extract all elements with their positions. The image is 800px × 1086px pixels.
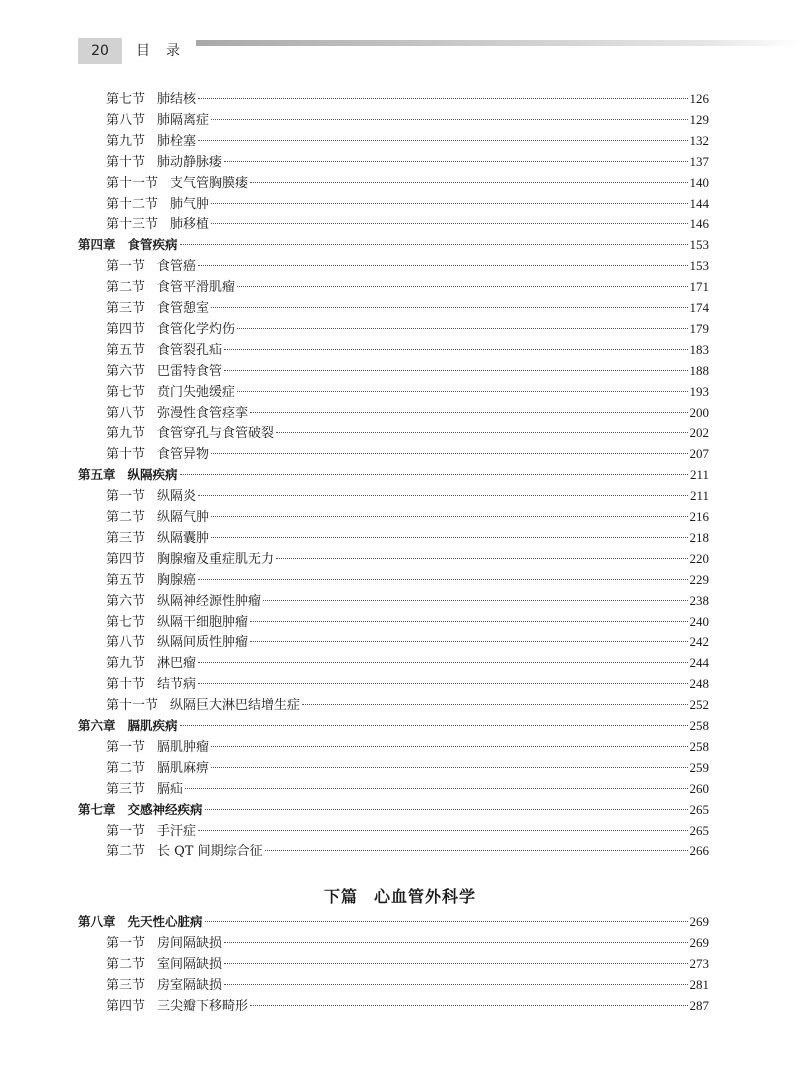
dot-leader — [205, 921, 688, 922]
entry-title: 膈肌麻痹 — [157, 760, 210, 776]
entry-number: 第七节 — [106, 384, 146, 400]
dot-leader — [237, 391, 687, 392]
toc-section-entry[interactable] — [106, 299, 709, 317]
entry-title: 结节病 — [157, 677, 197, 693]
entry-page-number: 265 — [689, 822, 709, 838]
entry-page-number: 179 — [689, 320, 709, 336]
toc-section-entry[interactable] — [106, 842, 709, 860]
dot-leader — [198, 98, 687, 99]
entry-page-number: 269 — [689, 934, 709, 950]
toc-section-entry[interactable] — [106, 383, 709, 401]
dot-leader — [211, 516, 687, 517]
entry-number: 第二节 — [106, 956, 146, 972]
part-label: 下篇 — [323, 887, 358, 906]
entry-title: 食管憩室 — [157, 301, 210, 316]
entry-page-number: 211 — [689, 467, 709, 483]
entry-title: 肺隔离症 — [157, 112, 210, 128]
entry-number: 第一节 — [106, 739, 146, 755]
entry-number: 第五节 — [106, 342, 146, 358]
toc-section-entry[interactable] — [106, 90, 709, 108]
entry-number: 第七章 — [78, 801, 116, 817]
entry-page-number: 207 — [689, 446, 709, 462]
entry-title: 纵隔干细胞肿瘤 — [157, 614, 249, 630]
dot-leader — [224, 370, 687, 371]
entry-title: 纵隔间质性肿瘤 — [157, 635, 249, 651]
entry-title: 食管疾病 — [127, 237, 178, 253]
toc-section-entry[interactable] — [106, 508, 709, 526]
entry-title: 房间隔缺损 — [157, 935, 223, 951]
dot-leader — [224, 942, 687, 943]
toc-section-entry[interactable] — [106, 257, 709, 275]
dot-leader — [198, 140, 687, 141]
entry-number: 第十一节 — [106, 175, 159, 191]
entry-page-number: 126 — [689, 91, 709, 106]
entry-page-number: 266 — [689, 843, 709, 859]
entry-number: 第一节 — [106, 259, 146, 275]
header-rule — [196, 40, 800, 46]
entry-number: 第二节 — [106, 510, 146, 525]
toc-section-entry[interactable] — [106, 278, 709, 296]
entry-title: 食管穿孔与食管破裂 — [157, 426, 275, 442]
part-title: 心血管外科学 — [374, 887, 477, 906]
toc-section-entry[interactable] — [106, 445, 709, 463]
entry-title: 淋巴瘤 — [157, 656, 197, 672]
dot-leader — [224, 963, 687, 964]
dot-leader — [211, 537, 687, 538]
toc-section-entry[interactable] — [106, 424, 709, 442]
entry-number: 第九节 — [106, 133, 146, 149]
dot-leader — [211, 223, 687, 224]
entry-title: 先天性心脏病 — [127, 914, 203, 929]
entry-title: 胸腺瘤及重症肌无力 — [157, 551, 275, 567]
entry-number: 第一节 — [106, 935, 146, 951]
entry-page-number: 265 — [689, 801, 709, 817]
entry-page-number: 200 — [689, 404, 709, 420]
dot-leader — [302, 704, 687, 705]
toc-section-entry[interactable] — [106, 633, 709, 651]
dot-leader — [211, 203, 687, 204]
toc-chapter-entry[interactable] — [78, 466, 709, 484]
entry-page-number: 273 — [689, 955, 709, 971]
entry-title: 长 QT 间期综合征 — [157, 844, 263, 860]
entry-number: 第三节 — [106, 781, 146, 797]
toc-section-entry[interactable] — [106, 934, 709, 952]
entry-number: 第九节 — [106, 426, 146, 442]
entry-page-number: 129 — [689, 111, 709, 127]
dot-leader — [185, 788, 687, 789]
entry-title: 食管癌 — [157, 259, 197, 275]
entry-title: 手汗症 — [157, 823, 197, 839]
entry-number: 第十节 — [106, 447, 146, 463]
entry-number: 第二节 — [106, 280, 146, 296]
entry-page-number: 220 — [689, 550, 709, 566]
entry-page-number: 269 — [689, 914, 709, 929]
entry-page-number: 211 — [689, 488, 709, 504]
dot-leader — [205, 809, 688, 810]
entry-page-number: 248 — [689, 676, 709, 692]
dot-leader — [250, 641, 687, 642]
toc-section-entry[interactable] — [106, 215, 709, 233]
part-heading — [0, 884, 800, 907]
entry-number: 第九节 — [106, 656, 146, 672]
toc-section-entry[interactable] — [106, 759, 709, 777]
entry-page-number: 258 — [689, 738, 709, 754]
entry-number: 第一节 — [106, 823, 146, 839]
entry-number: 第六节 — [106, 363, 146, 379]
dot-leader — [180, 474, 688, 475]
toc-section-entry[interactable] — [106, 550, 709, 568]
entry-page-number: 171 — [689, 279, 709, 295]
entry-page-number: 258 — [689, 718, 709, 733]
dot-leader — [211, 119, 687, 120]
entry-title: 纵隔囊肿 — [157, 530, 210, 546]
toc-section-entry[interactable] — [106, 822, 709, 840]
entry-number: 第十一节 — [106, 698, 159, 714]
entry-page-number: 216 — [689, 509, 709, 524]
dot-leader — [250, 621, 687, 622]
toc-section-entry[interactable] — [106, 487, 709, 505]
dot-leader — [276, 432, 687, 433]
entry-title: 肺移植 — [170, 217, 210, 233]
entry-page-number: 238 — [689, 592, 709, 608]
entry-number: 第四节 — [106, 321, 146, 337]
entry-title: 贲门失弛缓症 — [157, 384, 236, 400]
toc-section-entry[interactable] — [106, 696, 709, 714]
entry-page-number: 183 — [689, 341, 709, 357]
toc-section-entry[interactable] — [106, 976, 709, 994]
entry-number: 第五节 — [106, 572, 146, 588]
entry-title: 肺结核 — [157, 92, 197, 107]
entry-title: 食管异物 — [157, 447, 210, 463]
toc-section-entry[interactable] — [106, 592, 709, 610]
page-number: 20 — [78, 38, 122, 64]
dot-leader — [198, 683, 687, 684]
dot-leader — [198, 830, 687, 831]
entry-title: 三尖瓣下移畸形 — [157, 998, 249, 1014]
toc-section-entry[interactable] — [106, 111, 709, 129]
entry-page-number: 287 — [689, 997, 709, 1013]
entry-page-number: 153 — [689, 258, 709, 274]
entry-page-number: 153 — [689, 237, 709, 253]
entry-number: 第五章 — [78, 467, 116, 483]
toc-chapter-entry[interactable] — [78, 236, 709, 254]
header-title: 目录 — [136, 43, 196, 59]
dot-leader — [265, 850, 688, 851]
toc-section-entry[interactable] — [106, 404, 709, 422]
entry-title: 纵隔炎 — [157, 489, 197, 505]
entry-title: 膈疝 — [157, 781, 184, 797]
entry-title: 胸腺癌 — [157, 572, 197, 588]
entry-title: 纵隔神经源性肿瘤 — [157, 593, 262, 609]
dot-leader — [250, 182, 687, 183]
entry-page-number: 259 — [689, 759, 709, 775]
toc-chapter-entry[interactable] — [78, 913, 709, 931]
entry-title: 肺气肿 — [170, 196, 210, 212]
dot-leader — [250, 1005, 687, 1006]
toc-section-entry[interactable] — [106, 341, 709, 359]
entry-title: 室间隔缺损 — [157, 956, 223, 972]
entry-page-number: 252 — [689, 697, 709, 713]
entry-number: 第十三节 — [106, 217, 159, 233]
entry-page-number: 193 — [689, 383, 709, 399]
entry-page-number: 244 — [689, 655, 709, 671]
entry-page-number: 242 — [689, 634, 709, 650]
entry-number: 第二节 — [106, 844, 146, 860]
entry-title: 肺动静脉瘘 — [157, 154, 223, 170]
entry-title: 食管平滑肌瘤 — [157, 280, 236, 296]
toc-section-entry[interactable] — [106, 195, 709, 213]
entry-page-number: 174 — [689, 300, 709, 315]
dot-leader — [198, 265, 687, 266]
toc-chapter-entry[interactable] — [78, 717, 709, 735]
entry-page-number: 260 — [689, 780, 709, 796]
entry-page-number: 137 — [689, 153, 709, 169]
toc-section-entry[interactable] — [106, 529, 709, 547]
entry-page-number: 240 — [689, 613, 709, 629]
toc-section-entry[interactable] — [106, 738, 709, 756]
entry-page-number: 229 — [689, 571, 709, 587]
entry-number: 第三节 — [106, 530, 146, 546]
entry-number: 第一节 — [106, 489, 146, 505]
entry-number: 第十节 — [106, 677, 146, 693]
entry-title: 食管化学灼伤 — [157, 321, 236, 337]
entry-number: 第六节 — [106, 593, 146, 609]
dot-leader — [237, 286, 687, 287]
toc-section-entry[interactable] — [106, 362, 709, 380]
entry-number: 第二节 — [106, 760, 146, 776]
entry-title: 膈肌肿瘤 — [157, 739, 210, 755]
dot-leader — [180, 725, 688, 726]
entry-title: 支气管胸膜瘘 — [170, 175, 249, 191]
dot-leader — [263, 600, 687, 601]
entry-title: 房室隔缺损 — [157, 977, 223, 993]
entry-title: 纵隔疾病 — [127, 467, 178, 483]
entry-page-number: 132 — [689, 132, 709, 148]
dot-leader — [211, 746, 687, 747]
entry-title: 纵隔气肿 — [157, 510, 210, 525]
dot-leader — [224, 984, 687, 985]
dot-leader — [211, 307, 687, 308]
entry-number: 第七节 — [106, 92, 146, 107]
toc-chapter-entry[interactable] — [78, 801, 709, 819]
entry-number: 第十二节 — [106, 196, 159, 212]
toc-section-entry[interactable] — [106, 654, 709, 672]
entry-number: 第七节 — [106, 614, 146, 630]
dot-leader — [211, 767, 687, 768]
entry-page-number: 281 — [689, 976, 709, 992]
entry-number: 第八节 — [106, 405, 146, 421]
dot-leader — [224, 349, 687, 350]
entry-number: 第三节 — [106, 301, 146, 316]
dot-leader — [198, 495, 688, 496]
toc-section-entry[interactable] — [106, 675, 709, 693]
toc-section-entry[interactable] — [106, 780, 709, 798]
dot-leader — [224, 161, 687, 162]
entry-number: 第八节 — [106, 635, 146, 651]
entry-title: 弥漫性食管痉挛 — [157, 405, 249, 421]
entry-number: 第六章 — [78, 718, 116, 733]
entry-number: 第四节 — [106, 551, 146, 567]
toc-section-entry[interactable] — [106, 997, 709, 1015]
toc-section-entry[interactable] — [106, 132, 709, 150]
entry-title: 巴雷特食管 — [157, 363, 223, 379]
entry-title: 食管裂孔疝 — [157, 342, 223, 358]
page-header — [78, 36, 800, 66]
toc-section-entry[interactable] — [106, 613, 709, 631]
entry-number: 第十节 — [106, 154, 146, 170]
toc-section-entry[interactable] — [106, 955, 709, 973]
entry-number: 第八节 — [106, 112, 146, 128]
entry-title: 膈肌疾病 — [127, 718, 178, 733]
entry-page-number: 188 — [689, 362, 709, 378]
toc-section-entry[interactable] — [106, 571, 709, 589]
entry-number: 第四节 — [106, 998, 146, 1014]
dot-leader — [198, 662, 687, 663]
entry-page-number: 202 — [689, 425, 709, 441]
toc-section-entry[interactable] — [106, 174, 709, 192]
dot-leader — [276, 558, 687, 559]
dot-leader — [198, 579, 687, 580]
toc-section-entry[interactable] — [106, 153, 709, 171]
dot-leader — [180, 244, 688, 245]
entry-page-number: 140 — [689, 174, 709, 190]
entry-title: 纵隔巨大淋巴结增生症 — [170, 698, 301, 714]
toc-section-entry[interactable] — [106, 320, 709, 338]
entry-number: 第三节 — [106, 977, 146, 993]
entry-number: 第四章 — [78, 237, 116, 253]
entry-page-number: 144 — [689, 195, 709, 211]
entry-page-number: 146 — [689, 216, 709, 232]
dot-leader — [250, 412, 687, 413]
dot-leader — [237, 328, 687, 329]
entry-title: 肺栓塞 — [157, 133, 197, 149]
entry-page-number: 218 — [689, 529, 709, 545]
dot-leader — [211, 453, 687, 454]
entry-number: 第八章 — [78, 914, 116, 929]
entry-title: 交感神经疾病 — [127, 801, 203, 817]
